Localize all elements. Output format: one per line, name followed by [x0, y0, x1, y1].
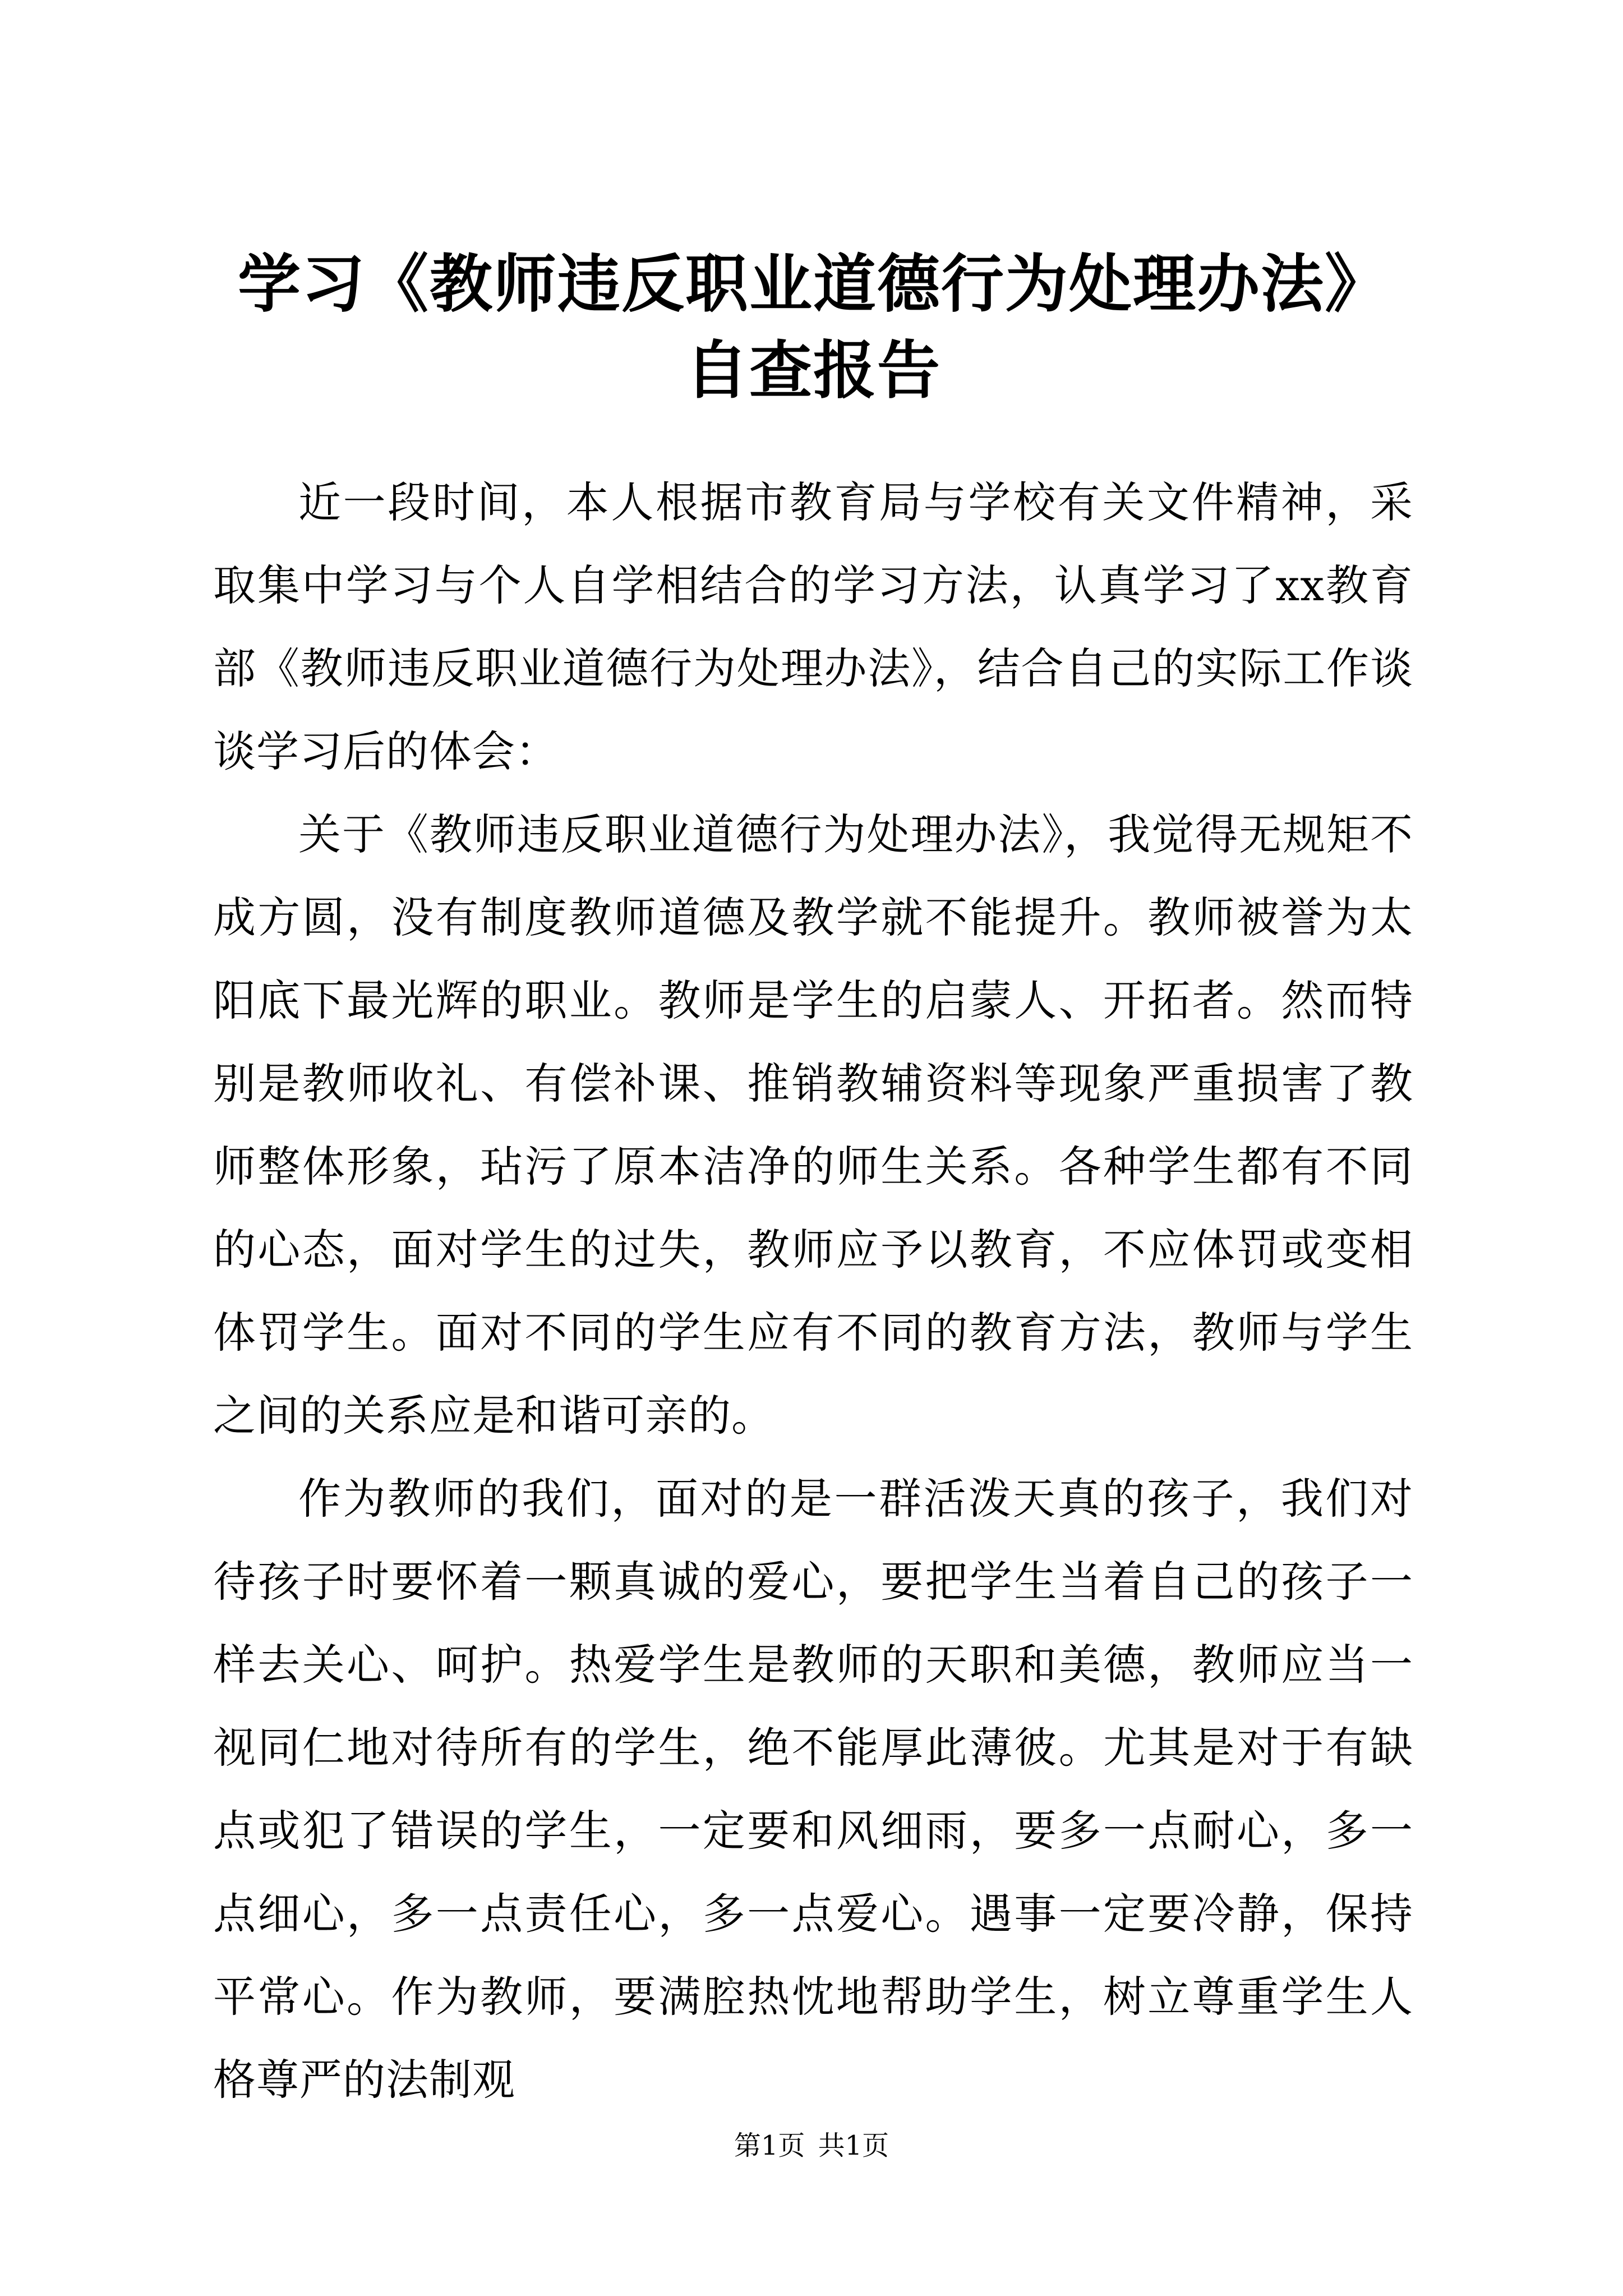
- page-footer: [0, 2129, 1623, 2162]
- document-body: [213, 461, 1413, 2122]
- paragraph-1: 近一段时间，本人根据市教育局与学校有关文件精神，采取集中学习与个人自学相结合的学习方法，认真学习了xx教育部《教师违反职业道德行为处理办法》，结合自己的实际工作谈谈学习后的体会：: [213, 477, 1413, 776]
- paragraph-3: 作为教师的我们，面对的是一群活泼天真的孩子，我们对待孩子时要怀着一颗真诚的爱心，要把学生当着自己的孩子一样去关心、呵护。热爱学生是教师的天职和美德，教师应当一视同仁地对待所有的学生，绝不能厚此薄彼。尤其是对于有缺点或犯了错误的学生，一定要和风细雨，要多一点耐心，多一点细心，多一点责任心，多一点爱心。遇事一定要冷静，保持平常心。作为教师，要满腔热忱地帮助学生，树立尊重学生人格尊严的法制观: [213, 1474, 1413, 2105]
- paragraph-2: 关于《教师违反职业道德行为处理办法》，我觉得无规矩不成方圆，没有制度教师道德及教学就不能提升。教师被誉为太阳底下最光辉的职业。教师是学生的启蒙人、开拓者。然而特别是教师收礼、有偿补课、推销教辅资料等现象严重损害了教师整体形象，玷污了原本洁净的师生关系。各种学生都有不同的心态，面对学生的过失，教师应予以教育，不应体罚或变相体罚学生。面对不同的学生应有不同的教育方法，教师与学生之间的关系应是和谐可亲的。: [213, 809, 1413, 1441]
- page-total: 共1页: [818, 2130, 889, 2161]
- document-title: 学习《教师违反职业道德行为处理办法》自查报告: [238, 247, 1389, 407]
- page-number: 第1页: [734, 2130, 805, 2161]
